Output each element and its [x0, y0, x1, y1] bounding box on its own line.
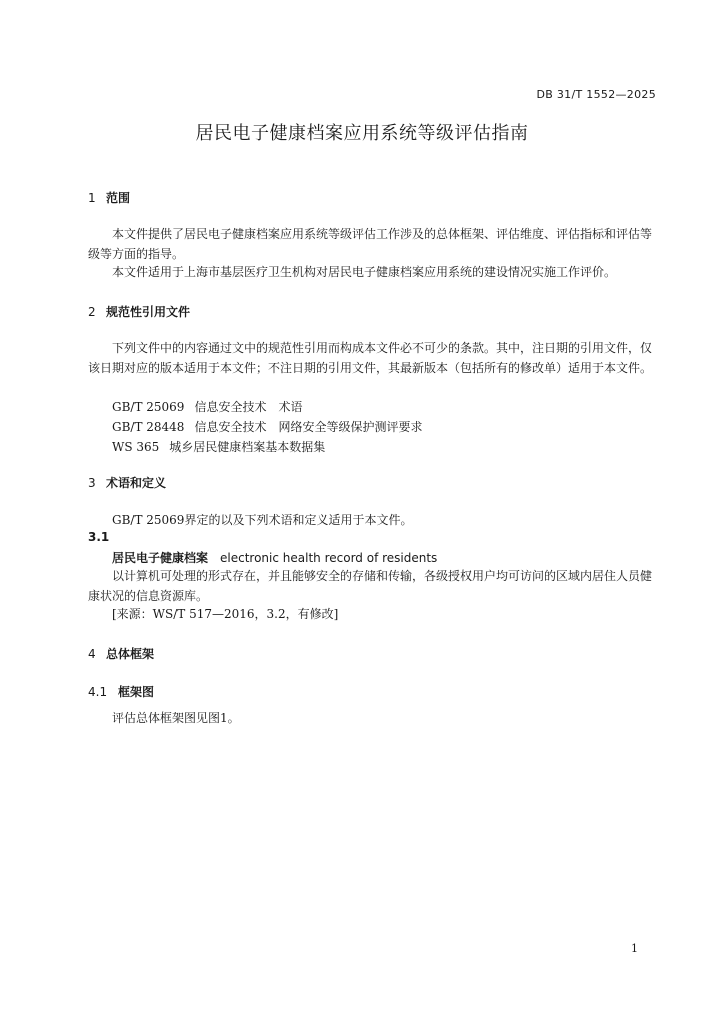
reference-code: GB/T 25069 — [112, 400, 185, 414]
section-4-title: 总体框架 — [106, 647, 155, 661]
normative-reference-2 — [112, 418, 422, 435]
term-number: 3.1 — [88, 530, 110, 544]
section-4-1-heading — [88, 683, 154, 700]
section-4-1-text: 评估总体框架图见图1。 — [112, 711, 240, 725]
term-source: [来源：WS/T 517—2016，3.2，有修改] — [112, 607, 339, 621]
normative-reference-1 — [112, 398, 302, 415]
section-3-number: 3 — [88, 476, 96, 490]
section-2-heading — [88, 303, 190, 320]
section-2-title: 规范性引用文件 — [106, 305, 191, 319]
section-3-heading — [88, 474, 166, 491]
section-4-1-number: 4.1 — [88, 685, 108, 699]
section-1-paragraph-1: 本文件提供了居民电子健康档案应用系统等级评估工作涉及的总体框架、评估维度、评估指标和评估等级等方面的指导。 — [88, 227, 653, 261]
reference-title: 城乡居民健康档案基本数据集 — [169, 440, 326, 454]
term-definition: 以计算机可处理的形式存在，并且能够安全的存储和传输，各级授权用户均可访问的区域内居住人员健康状况的信息资源库。 — [88, 569, 653, 603]
section-2-intro: 下列文件中的内容通过文中的规范性引用而构成本文件必不可少的条款。其中，注日期的引用文件，仅该日期对应的版本适用于本文件；不注日期的引用文件，其最新版本（包括所有的修改单）适用于本文件。 — [88, 341, 653, 375]
standard-code: DB 31/T 1552—2025 — [536, 88, 656, 101]
section-1-number: 1 — [88, 191, 96, 205]
reference-title: 信息安全技术 网络安全等级保护测评要求 — [194, 420, 423, 434]
section-4-heading — [88, 645, 154, 662]
section-1-heading — [88, 189, 130, 206]
normative-reference-3 — [112, 438, 325, 455]
term-name-chinese: 居民电子健康档案 — [112, 551, 209, 565]
page-number: 1 — [631, 942, 638, 955]
reference-title: 信息安全技术 术语 — [194, 400, 303, 414]
reference-code: GB/T 28448 — [112, 420, 185, 434]
section-1-paragraph-2: 本文件适用于上海市基层医疗卫生机构对居民电子健康档案应用系统的建设情况实施工作评价。 — [112, 265, 617, 279]
section-3-intro: GB/T 25069界定的以及下列术语和定义适用于本文件。 — [112, 513, 413, 527]
reference-code: WS 365 — [112, 440, 160, 454]
term-name-english: electronic health record of residents — [220, 551, 438, 565]
section-2-number: 2 — [88, 305, 96, 319]
document-title: 居民电子健康档案应用系统等级评估指南 — [195, 123, 529, 144]
section-3-title: 术语和定义 — [106, 476, 167, 490]
section-4-1-title: 框架图 — [118, 685, 155, 699]
term-name — [112, 549, 437, 566]
section-1-title: 范围 — [106, 191, 131, 205]
section-4-number: 4 — [88, 647, 96, 661]
